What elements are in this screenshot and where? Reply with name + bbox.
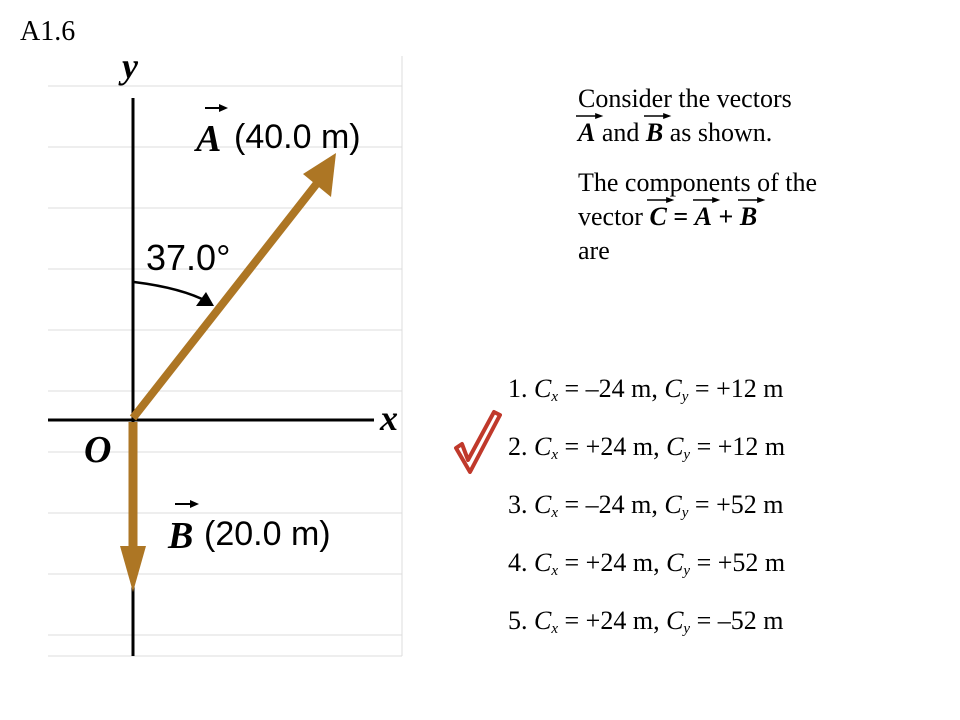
cx-symbol: C <box>534 548 552 577</box>
cx-value: = +24 m, <box>558 548 667 577</box>
cx-value: = +24 m, <box>558 432 667 461</box>
cx-subscript: x <box>551 447 559 463</box>
cx-symbol: C <box>534 490 552 519</box>
cy-value: = –52 m <box>690 606 784 635</box>
angle-arc-arrowhead <box>196 292 214 306</box>
vector-a-ref-symbol: A <box>578 118 596 147</box>
cy-subscript: y <box>683 621 691 637</box>
vector-diagram <box>0 0 420 680</box>
vector-b-magnitude: (20.0 m) <box>204 515 331 553</box>
origin-label: O <box>84 429 112 471</box>
vector-a-ref-2 <box>695 200 712 234</box>
vector-a-symbol: A <box>196 118 222 160</box>
cx-symbol: C <box>534 432 552 461</box>
vector-b-symbol: B <box>168 515 194 557</box>
angle-label: 37.0° <box>146 237 231 278</box>
question-text-span: Consider the vectors <box>578 84 792 113</box>
option-number: 3. <box>508 490 528 519</box>
cx-value: = –24 m, <box>558 490 665 519</box>
vector-b-ref-symbol: B <box>645 118 664 147</box>
option-number: 2. <box>508 432 528 461</box>
answer-option-3[interactable] <box>508 486 785 544</box>
cx-value: = –24 m, <box>558 374 665 403</box>
question-paragraph-2 <box>578 166 878 268</box>
cx-subscript: x <box>551 621 559 637</box>
cx-symbol: C <box>534 606 552 635</box>
angle-arc <box>134 282 208 302</box>
cy-value: = +12 m <box>690 432 786 461</box>
cy-subscript: y <box>681 505 689 521</box>
cy-subscript: y <box>683 563 691 579</box>
vector-a-label <box>194 104 361 160</box>
and-text: and <box>601 118 640 147</box>
vector-a-magnitude: (40.0 m) <box>234 118 361 156</box>
shown-text: as shown. <box>669 118 773 147</box>
vector-a-shaft <box>133 182 318 418</box>
question-text <box>578 82 878 284</box>
answer-options <box>508 370 785 660</box>
are-text: are <box>578 236 610 265</box>
option-number: 5. <box>508 606 528 635</box>
cx-symbol: C <box>534 374 552 403</box>
cx-subscript: x <box>551 389 559 405</box>
vector-b-ref-symbol-2: B <box>739 202 758 231</box>
vector-a-ref <box>578 116 595 150</box>
answer-option-4[interactable] <box>508 544 785 602</box>
vector-b-ref <box>646 116 663 150</box>
cx-value: = +24 m, <box>558 606 667 635</box>
vector-a-ref-symbol-2: A <box>694 202 712 231</box>
slide-number: A1.6 <box>20 16 76 47</box>
vector-b-label <box>167 500 331 557</box>
cy-value: = +52 m <box>690 548 786 577</box>
question-paragraph-1 <box>578 82 878 150</box>
plus-sign: + <box>718 202 734 231</box>
cx-subscript: x <box>551 505 559 521</box>
option-number: 4. <box>508 548 528 577</box>
cy-symbol: C <box>664 490 682 519</box>
cy-subscript: y <box>681 389 689 405</box>
vector-c-ref-symbol: C <box>649 202 667 231</box>
cy-subscript: y <box>683 447 691 463</box>
cy-symbol: C <box>664 374 682 403</box>
vector-c-ref <box>649 200 666 234</box>
y-axis-label: y <box>122 46 138 86</box>
checkmark-icon <box>452 408 502 474</box>
cy-symbol: C <box>666 548 684 577</box>
cx-subscript: x <box>551 563 559 579</box>
cy-symbol: C <box>666 606 684 635</box>
x-axis-label: x <box>380 398 398 438</box>
option-number: 1. <box>508 374 528 403</box>
answer-option-1[interactable] <box>508 370 785 428</box>
vector-b-ref-2 <box>740 200 757 234</box>
vector-b-arrowhead <box>120 546 146 592</box>
answer-option-5[interactable] <box>508 602 785 660</box>
cy-value: = +12 m <box>688 374 784 403</box>
answer-option-2[interactable] <box>508 428 785 486</box>
question-text-span-2: The components of the vector <box>578 168 817 231</box>
cy-value: = +52 m <box>688 490 784 519</box>
equals-sign: = <box>673 202 689 231</box>
cy-symbol: C <box>666 432 684 461</box>
